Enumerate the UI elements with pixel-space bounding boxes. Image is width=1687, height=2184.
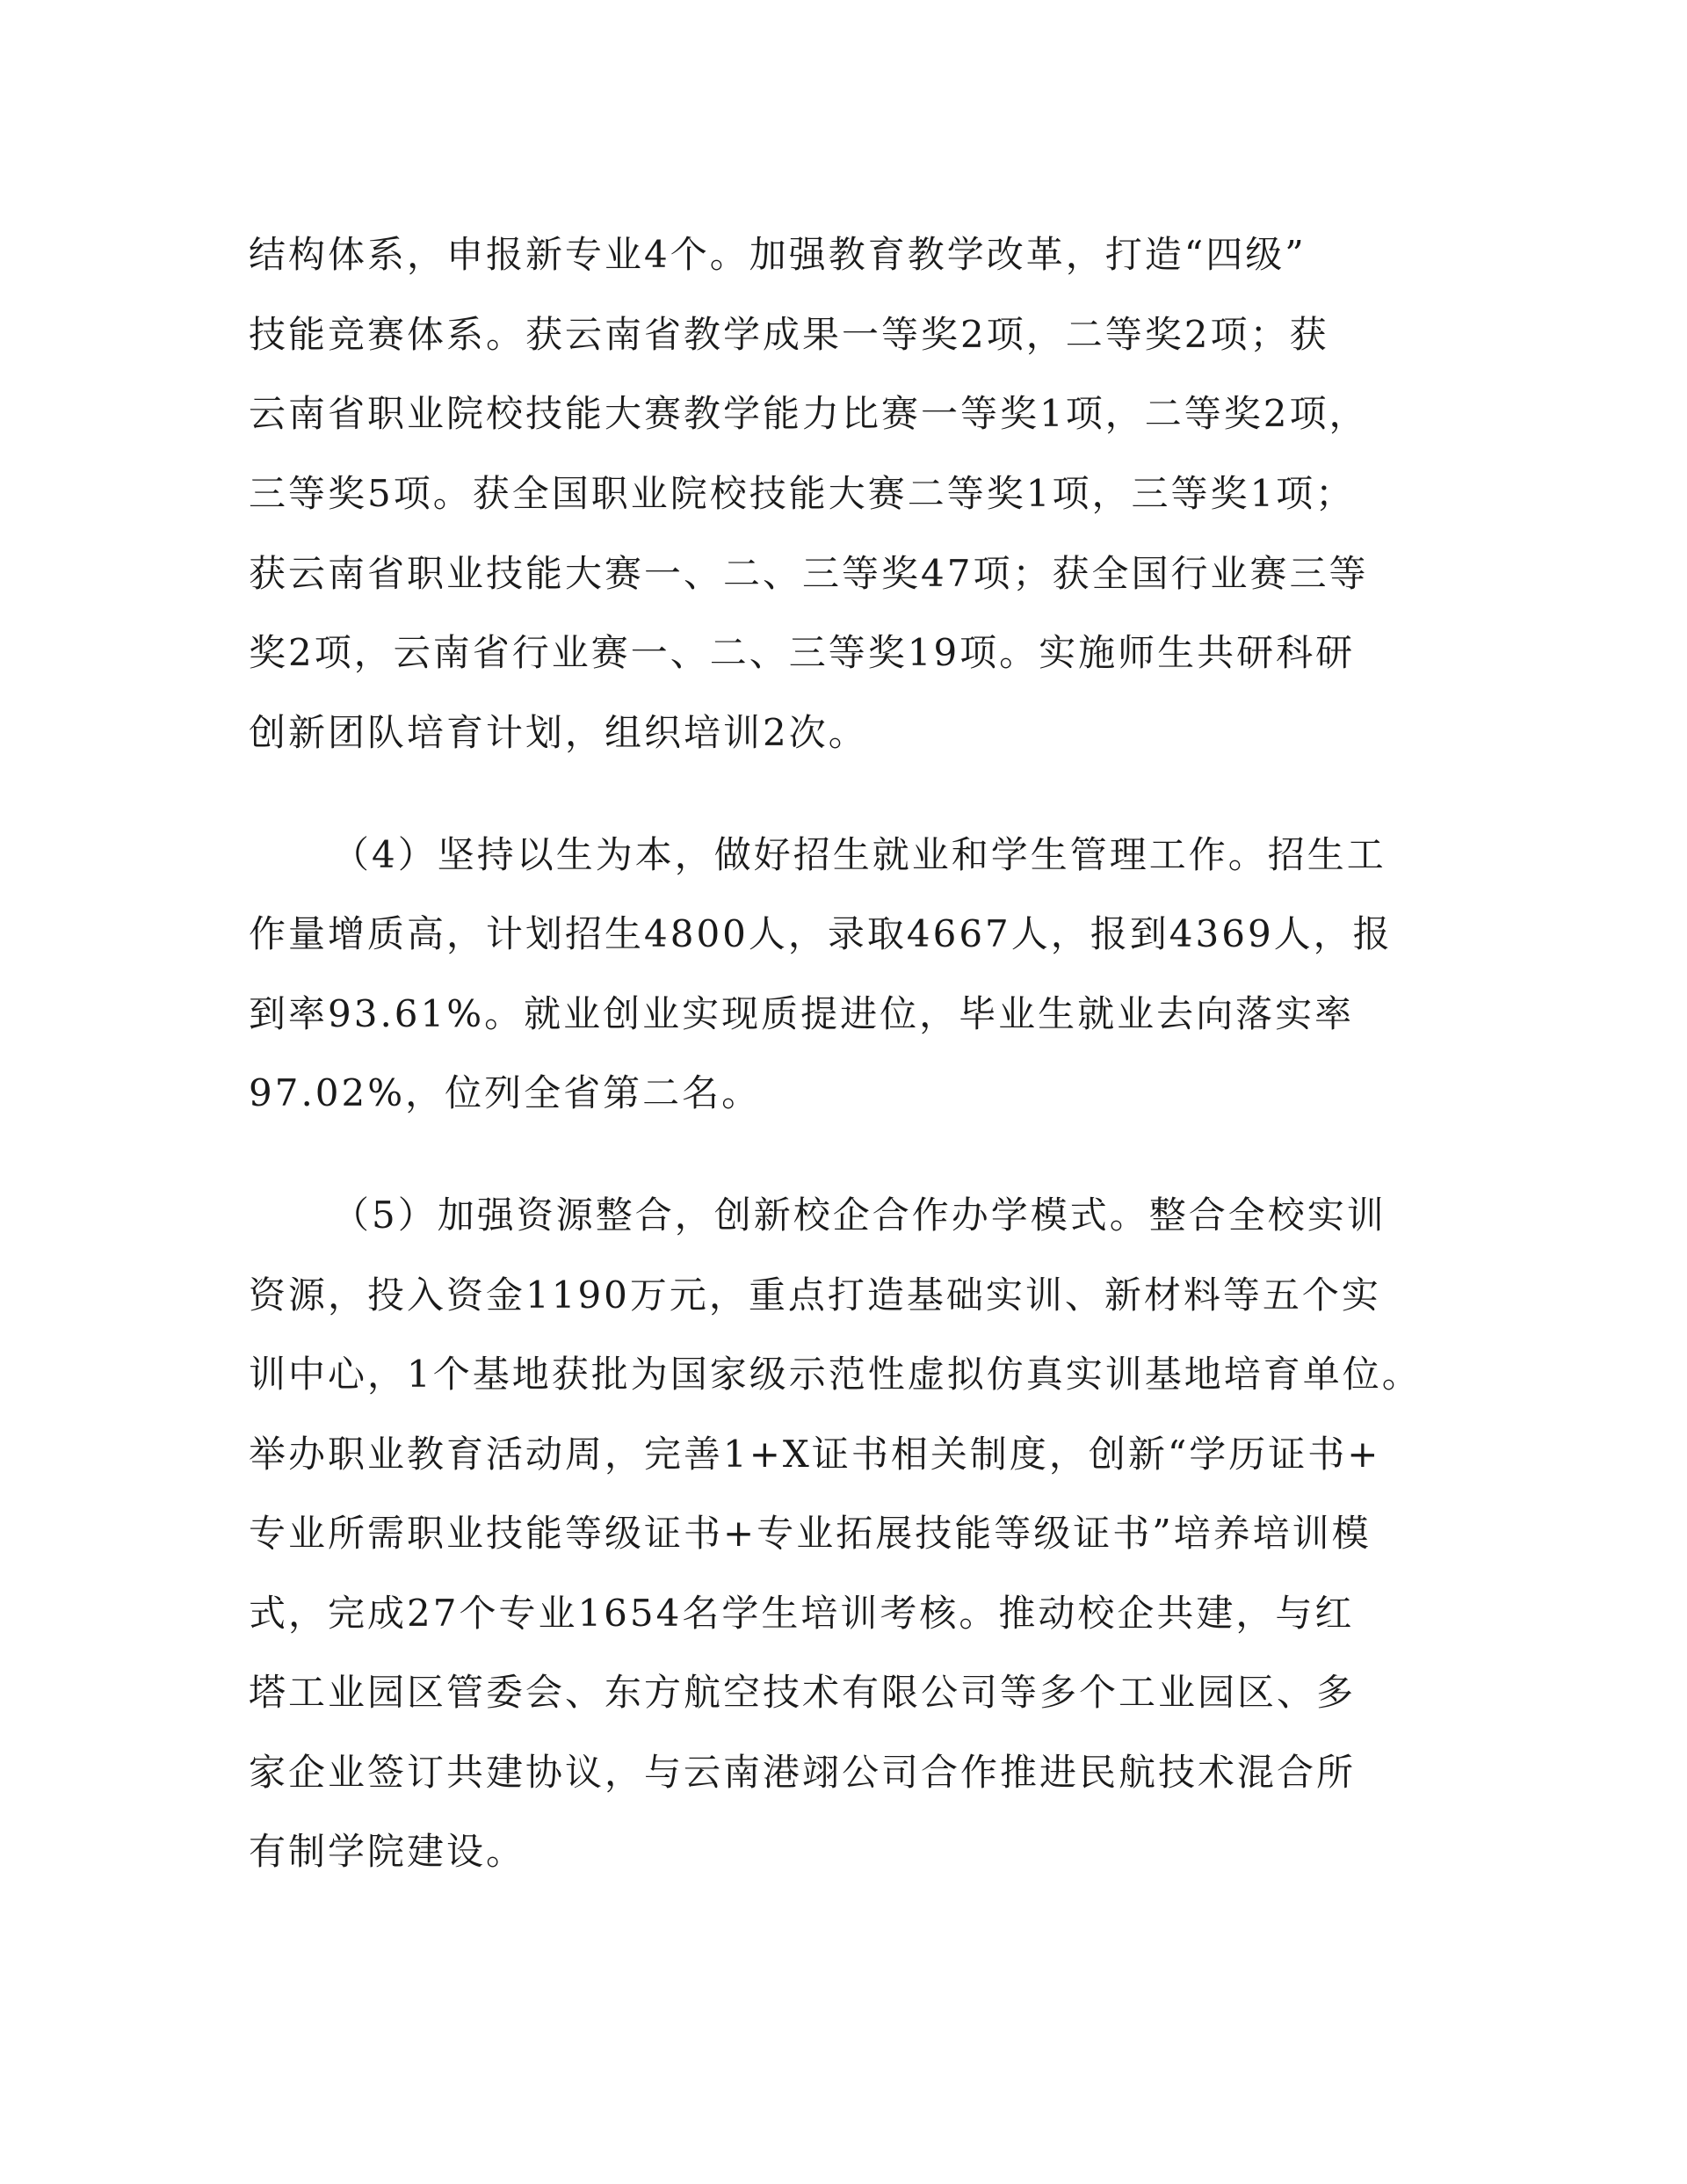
text-line: 97.02%，位列全省第二名。 bbox=[249, 1071, 762, 1114]
paragraph-heading-line: （4）坚持以生为本，做好招生就业和学生管理工作。招生工 bbox=[332, 833, 1387, 876]
paragraph-heading-line: （5）加强资源整合，创新校企合作办学模式。整合全校实训 bbox=[332, 1194, 1387, 1237]
text-line: 奖2项，云南省行业赛一、二、三等奖19项。实施师生共研科研 bbox=[249, 631, 1356, 674]
text-line: 获云南省职业技能大赛一、二、三等奖47项；获全国行业赛三等 bbox=[249, 552, 1369, 595]
text-line: 到率93.61%。就业创业实现质提进位，毕业生就业去向落实率 bbox=[249, 992, 1355, 1035]
text-line: 训中心，1个基地获批为国家级示范性虚拟仿真实训基地培育单位。 bbox=[249, 1353, 1422, 1396]
text-line: 有制学院建设。 bbox=[249, 1830, 526, 1873]
text-line: 专业所需职业技能等级证书+专业拓展技能等级证书”培养培训模 bbox=[249, 1512, 1372, 1555]
text-line: 结构体系，申报新专业4个。加强教育教学改革，打造“四级” bbox=[249, 233, 1307, 276]
text-line: 三等奖5项。获全国职业院校技能大赛二等奖1项，三等奖1项； bbox=[249, 472, 1356, 515]
text-line: 技能竞赛体系。获云南省教学成果一等奖2项，二等奖2项；获 bbox=[249, 313, 1329, 356]
text-line: 家企业签订共建协议，与云南港翊公司合作推进民航技术混合所 bbox=[249, 1751, 1357, 1794]
text-line: 资源，投入资金1190万元，重点打造基础实训、新材料等五个实 bbox=[249, 1273, 1381, 1317]
text-line: 塔工业园区管委会、东方航空技术有限公司等多个工业园区、多 bbox=[249, 1671, 1357, 1714]
text-line: 云南省职业院校技能大赛教学能力比赛一等奖1项，二等奖2项， bbox=[249, 392, 1369, 435]
text-line: 作量增质高，计划招生4800人，录取4667人，报到4369人，报 bbox=[249, 912, 1393, 955]
text-line: 举办职业教育活动周，完善1+X证书相关制度，创新“学历证书+ bbox=[249, 1433, 1381, 1476]
text-line: 创新团队培育计划，组织培训2次。 bbox=[249, 711, 868, 754]
text-line: 式，完成27个专业1654名学生培训考核。推动校企共建，与红 bbox=[249, 1592, 1355, 1635]
